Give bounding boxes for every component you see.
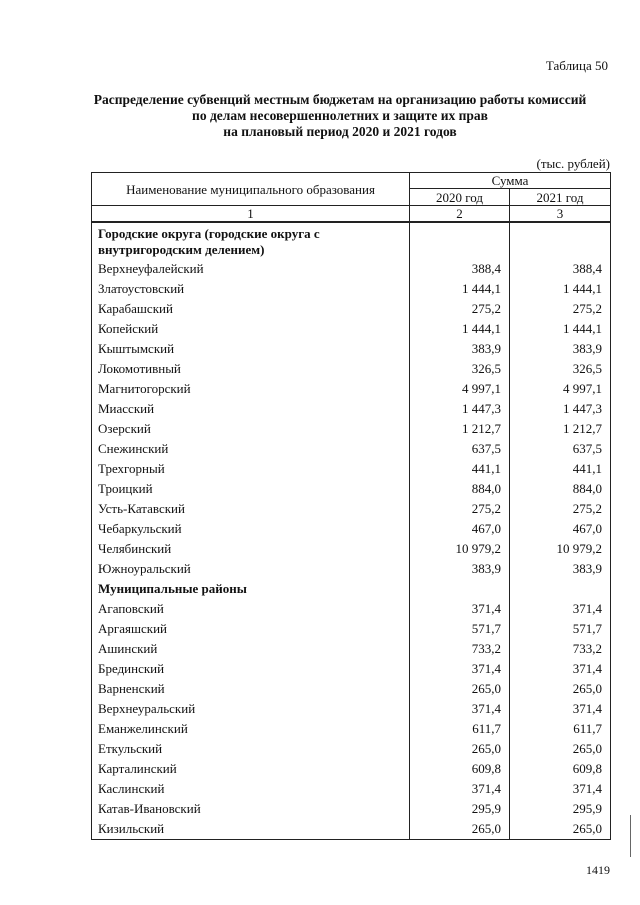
value-2021: 441,1 (510, 459, 611, 479)
value-2021: 609,8 (510, 759, 611, 779)
value-2021: 265,0 (510, 679, 611, 699)
municipality-name: Верхнеуфалейский (92, 259, 410, 279)
value-2021: 388,4 (510, 259, 611, 279)
value-2021: 637,5 (510, 439, 611, 459)
section-empty-cell (510, 579, 611, 599)
municipality-name: Златоустовский (92, 279, 410, 299)
municipality-name: Кыштымский (92, 339, 410, 359)
table-row (92, 459, 611, 479)
municipality-name: Троицкий (92, 479, 410, 499)
table-row (92, 359, 611, 379)
value-2020: 4 997,1 (410, 379, 510, 399)
margin-mark (630, 815, 631, 857)
municipality-name: Челябинский (92, 539, 410, 559)
value-2020: 637,5 (410, 439, 510, 459)
table-row (92, 479, 611, 499)
value-2020: 884,0 (410, 479, 510, 499)
value-2021: 275,2 (510, 299, 611, 319)
value-2020: 326,5 (410, 359, 510, 379)
section-header-row (92, 222, 611, 259)
table-row (92, 819, 611, 840)
col-header-sum: Сумма (410, 173, 611, 189)
title-line-3: на плановый период 2020 и 2021 годов (223, 124, 457, 139)
table-row (92, 699, 611, 719)
municipality-name: Локомотивный (92, 359, 410, 379)
value-2021: 4 997,1 (510, 379, 611, 399)
title-line-1: Распределение субвенций местным бюджетам на организацию работы комиссий (93, 92, 587, 107)
municipality-name: Аргаяшский (92, 619, 410, 639)
col-header-2021: 2021 год (510, 189, 611, 206)
table-row (92, 759, 611, 779)
value-2020: 571,7 (410, 619, 510, 639)
municipality-name: Кизильский (92, 819, 410, 840)
value-2021: 371,4 (510, 699, 611, 719)
table-row (92, 299, 611, 319)
municipality-name: Миасский (92, 399, 410, 419)
value-2020: 275,2 (410, 299, 510, 319)
value-2020: 10 979,2 (410, 539, 510, 559)
value-2021: 611,7 (510, 719, 611, 739)
table-row (92, 519, 611, 539)
table-row (92, 539, 611, 559)
table-row (92, 399, 611, 419)
value-2020: 609,8 (410, 759, 510, 779)
value-2020: 371,4 (410, 699, 510, 719)
col-header-2020: 2020 год (410, 189, 510, 206)
value-2021: 571,7 (510, 619, 611, 639)
municipality-name: Агаповский (92, 599, 410, 619)
value-2020: 295,9 (410, 799, 510, 819)
value-2021: 371,4 (510, 599, 611, 619)
table-row (92, 419, 611, 439)
value-2021: 1 444,1 (510, 319, 611, 339)
value-2020: 265,0 (410, 739, 510, 759)
value-2021: 265,0 (510, 739, 611, 759)
table-row (92, 659, 611, 679)
value-2021: 1 447,3 (510, 399, 611, 419)
value-2020: 383,9 (410, 339, 510, 359)
municipality-name: Еткульский (92, 739, 410, 759)
col-index-2: 2 (410, 206, 510, 223)
municipality-name: Трехгорный (92, 459, 410, 479)
section-empty-cell (510, 222, 611, 259)
value-2020: 441,1 (410, 459, 510, 479)
table-row (92, 619, 611, 639)
municipality-name: Карабашский (92, 299, 410, 319)
municipality-name: Брединский (92, 659, 410, 679)
section-empty-cell (410, 579, 510, 599)
table-row (92, 599, 611, 619)
value-2020: 275,2 (410, 499, 510, 519)
table-row (92, 259, 611, 279)
value-2021: 383,9 (510, 559, 611, 579)
table-row (92, 639, 611, 659)
header-row-1 (92, 173, 611, 189)
municipality-name: Варненский (92, 679, 410, 699)
municipality-name: Копейский (92, 319, 410, 339)
value-2021: 10 979,2 (510, 539, 611, 559)
table-row (92, 719, 611, 739)
value-2020: 1 444,1 (410, 319, 510, 339)
table-row (92, 679, 611, 699)
municipality-name: Магнитогорский (92, 379, 410, 399)
value-2020: 1 444,1 (410, 279, 510, 299)
value-2020: 265,0 (410, 819, 510, 840)
value-2020: 371,4 (410, 779, 510, 799)
municipality-name: Чебаркульский (92, 519, 410, 539)
value-2020: 467,0 (410, 519, 510, 539)
value-2021: 733,2 (510, 639, 611, 659)
municipality-name: Карталинский (92, 759, 410, 779)
municipality-name: Южноуральский (92, 559, 410, 579)
subsidies-table (91, 172, 611, 840)
municipality-name: Еманжелинский (92, 719, 410, 739)
value-2020: 1 447,3 (410, 399, 510, 419)
section-empty-cell (410, 222, 510, 259)
municipality-name: Верхнеуральский (92, 699, 410, 719)
table-number: Таблица 50 (545, 58, 608, 73)
municipality-name: Катав-Ивановский (92, 799, 410, 819)
value-2021: 265,0 (510, 819, 611, 840)
value-2020: 371,4 (410, 659, 510, 679)
table-row (92, 499, 611, 519)
section-title-municipal-districts: Муниципальные районы (92, 579, 410, 599)
municipality-name: Усть-Катавский (92, 499, 410, 519)
table-row (92, 799, 611, 819)
value-2021: 467,0 (510, 519, 611, 539)
section-header-row (92, 579, 611, 599)
column-index-row (92, 206, 611, 223)
title-line-2: по делам несовершеннолетних и защите их прав (192, 108, 488, 123)
value-2021: 275,2 (510, 499, 611, 519)
table-row (92, 739, 611, 759)
value-2020: 388,4 (410, 259, 510, 279)
value-2021: 884,0 (510, 479, 611, 499)
section-title-urban-districts: Городские округа (городские округа с внутригородским делением) (92, 222, 410, 259)
value-2020: 1 212,7 (410, 419, 510, 439)
municipality-name: Снежинский (92, 439, 410, 459)
municipality-name: Каслинский (92, 779, 410, 799)
value-2020: 383,9 (410, 559, 510, 579)
document-title (60, 92, 620, 140)
table-row (92, 559, 611, 579)
value-2021: 1 444,1 (510, 279, 611, 299)
value-2021: 371,4 (510, 659, 611, 679)
col-header-name: Наименование муниципального образования (92, 173, 410, 206)
table-row (92, 379, 611, 399)
table-row (92, 339, 611, 359)
col-index-1: 1 (92, 206, 410, 223)
value-2020: 733,2 (410, 639, 510, 659)
value-2021: 383,9 (510, 339, 611, 359)
units-label: (тыс. рублей) (536, 156, 610, 171)
table-row (92, 779, 611, 799)
table-row (92, 279, 611, 299)
table-row (92, 319, 611, 339)
value-2021: 371,4 (510, 779, 611, 799)
value-2021: 326,5 (510, 359, 611, 379)
value-2021: 295,9 (510, 799, 611, 819)
table-row (92, 439, 611, 459)
value-2020: 265,0 (410, 679, 510, 699)
municipality-name: Ашинский (92, 639, 410, 659)
page-number: 1419 (586, 863, 610, 877)
municipality-name: Озерский (92, 419, 410, 439)
col-index-3: 3 (510, 206, 611, 223)
value-2021: 1 212,7 (510, 419, 611, 439)
table-body (92, 222, 611, 840)
value-2020: 611,7 (410, 719, 510, 739)
value-2020: 371,4 (410, 599, 510, 619)
